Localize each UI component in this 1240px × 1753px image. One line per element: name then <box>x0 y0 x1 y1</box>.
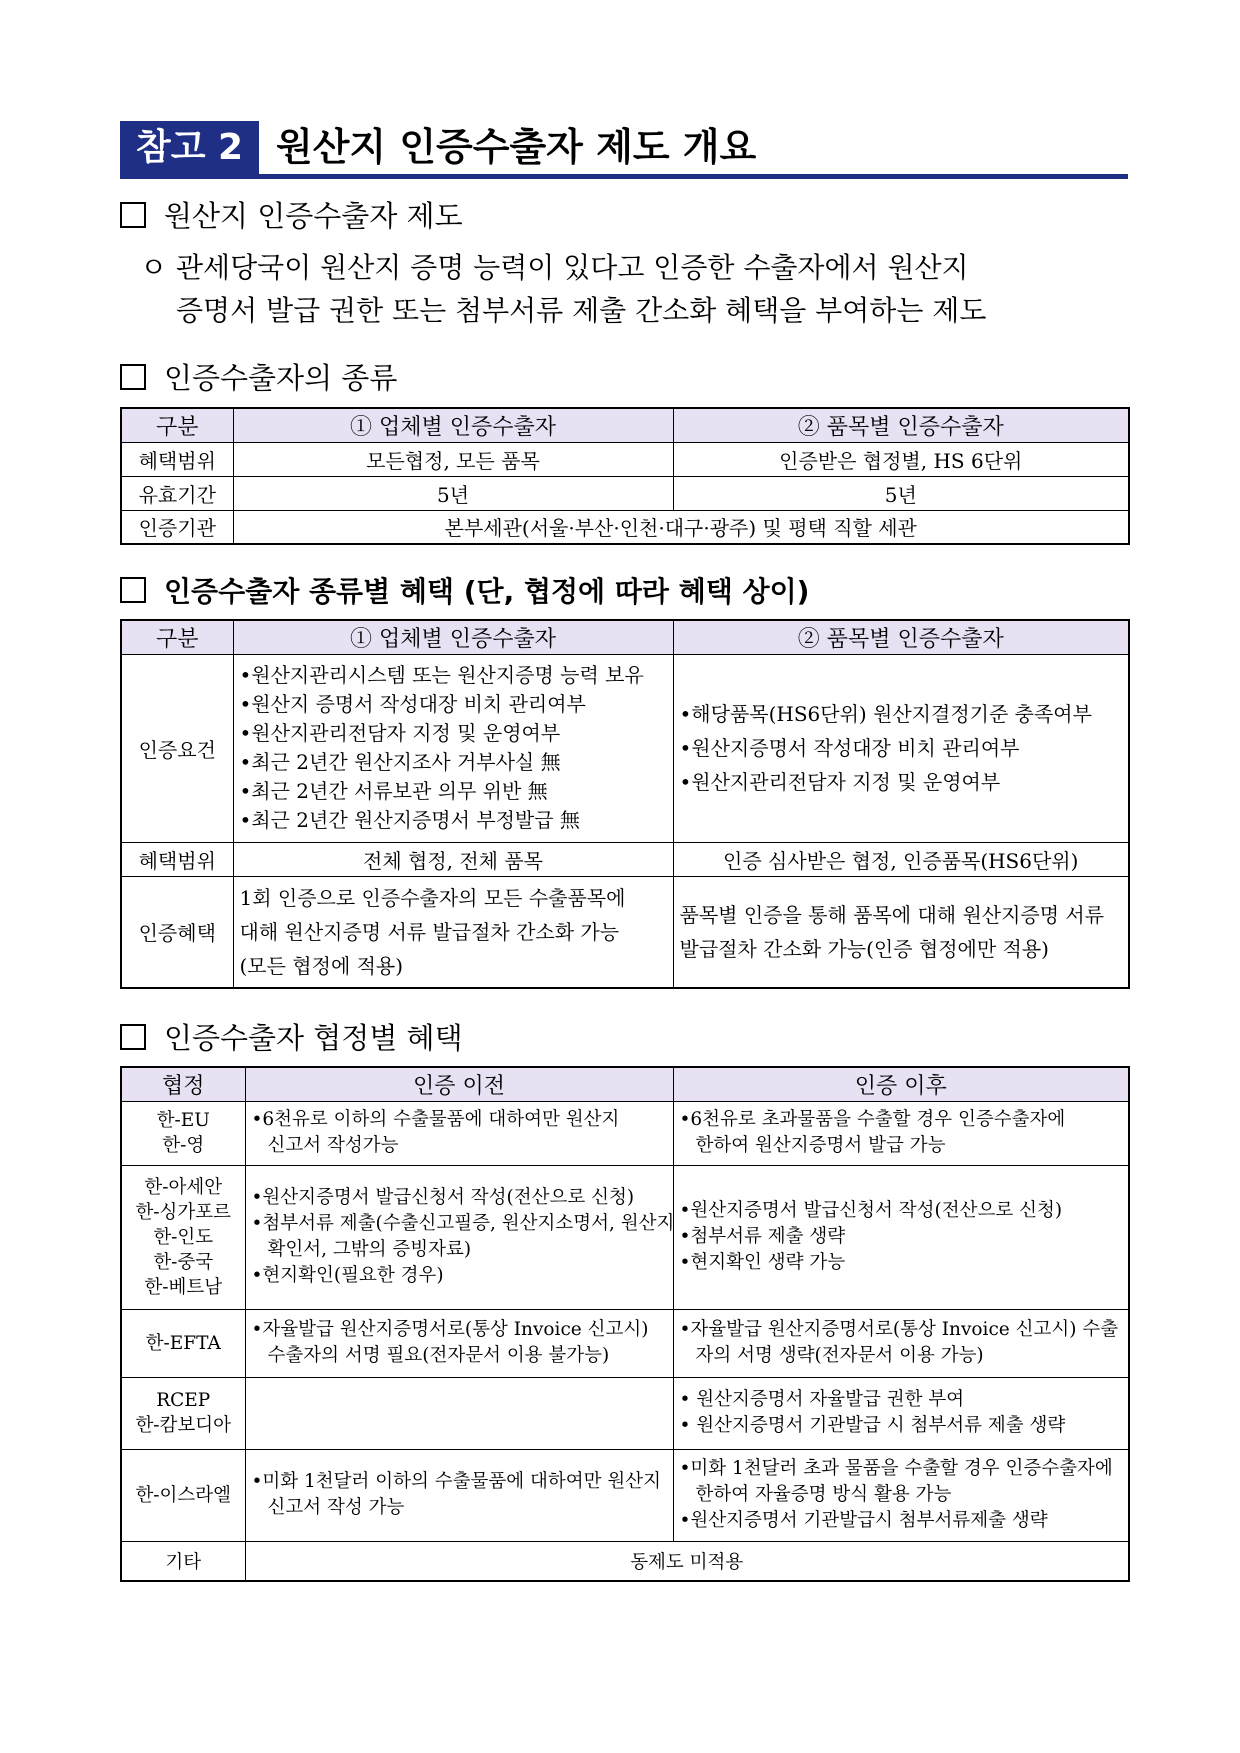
table-cell-merged: 본부세관(서울·부산·인천·대구·광주) 및 평택 직할 세관 <box>233 510 1129 544</box>
cell-before <box>245 1165 673 1309</box>
list-item: •원산지관리시스템 또는 원산지증명 능력 보유 <box>239 663 644 687</box>
row-label: 혜택범위 <box>121 442 233 476</box>
cell-line: 신고서 작성 가능 <box>267 1497 405 1518</box>
cell-line: 대해 원산지증명 서류 발급절차 간소화 가능 <box>239 919 620 944</box>
table-header: 구분 <box>121 408 233 442</box>
agreement-name: 한-싱가포르 <box>135 1201 232 1223</box>
agreement-label <box>121 1449 245 1541</box>
row-label: 인증요건 <box>121 654 233 842</box>
title-tag: 참고 2 <box>120 121 259 174</box>
table-header: ① 업체별 인증수출자 <box>233 620 673 654</box>
agreement-name: 한-캄보디아 <box>135 1415 232 1436</box>
cell-line: •첨부서류 제출(수출신고필증, 원산지소명서, 원산지 <box>251 1213 675 1234</box>
row-label: 혜택범위 <box>121 842 233 876</box>
cell-line: • 원산지증명서 자율발급 권한 부여 <box>679 1389 965 1410</box>
agreement-label <box>121 1309 245 1377</box>
row-label: 인증혜택 <box>121 876 233 988</box>
table-header: 인증 이전 <box>245 1067 673 1101</box>
checkbox-square-icon <box>120 202 146 228</box>
cell-line: •현지확인(필요한 경우) <box>251 1265 444 1286</box>
table-cell-merged: 동제도 미적용 <box>245 1541 1129 1581</box>
agreement-label <box>121 1165 245 1309</box>
table-header: 구분 <box>121 620 233 654</box>
cell-line: •6천유로 초과물품을 수출할 경우 인증수출자에 <box>679 1109 1066 1130</box>
list-item: •원산지증명서 작성대장 비치 관리여부 <box>679 736 1020 760</box>
cell-line: •자율발급 원산지증명서로(통상 Invoice 신고시) <box>251 1319 649 1340</box>
list-item: •최근 2년간 서류보관 의무 위반 無 <box>239 779 548 803</box>
cell-after <box>673 1309 1129 1377</box>
benefits-by-type-table <box>120 619 1130 989</box>
cell-line: •원산지증명서 발급신청서 작성(전산으로 신청) <box>679 1200 1063 1221</box>
cell-line: •자율발급 원산지증명서로(통상 Invoice 신고시) 수출 <box>679 1319 1119 1340</box>
table-header: 협정 <box>121 1067 245 1101</box>
section-heading-text: 원산지 인증수출자 제도 <box>164 199 463 233</box>
cell-line: •첨부서류 제출 생략 <box>679 1226 846 1247</box>
table-row <box>121 842 1129 876</box>
cell-before <box>245 1101 673 1165</box>
cell-line: 자의 서명 생략(전자문서 이용 가능) <box>695 1345 984 1366</box>
cell-after <box>673 1165 1129 1309</box>
agreement-name: 한-EFTA <box>145 1332 221 1354</box>
row-label: 유효기간 <box>121 476 233 510</box>
section1-paragraph <box>140 246 1130 332</box>
table-cell: 5년 <box>673 476 1129 510</box>
cell-before <box>245 1377 673 1449</box>
agreement-name: 한-인도 <box>153 1226 214 1248</box>
table-row <box>121 1377 1129 1449</box>
section-heading-3 <box>120 574 809 610</box>
bullet-mark: ㅇ <box>140 251 168 284</box>
cell-line: 신고서 작성가능 <box>267 1135 399 1156</box>
exporter-types-table <box>120 407 1130 545</box>
table-header: ② 품목별 인증수출자 <box>673 408 1129 442</box>
agreement-name: RCEP <box>156 1390 211 1411</box>
cell-line: 1회 인증으로 인증수출자의 모든 수출품목에 <box>239 885 626 910</box>
section-heading-text: 인증수출자 협정별 혜택 <box>164 1021 463 1055</box>
cell-line: 발급절차 간소화 가능(인증 협정에만 적용) <box>679 936 1049 961</box>
cell-after <box>673 1449 1129 1541</box>
agreement-name: 한-이스라엘 <box>135 1484 232 1506</box>
table-row <box>121 442 1129 476</box>
cell-before <box>245 1309 673 1377</box>
page-title: 원산지 인증수출자 제도 개요 <box>276 125 757 169</box>
cell-line: 확인서, 그밖의 증빙자료) <box>267 1239 472 1260</box>
agreement-name: 한-베트남 <box>144 1276 223 1298</box>
agreement-name: 한-영 <box>162 1135 205 1156</box>
table-cell: 인증 심사받은 협정, 인증품목(HS6단위) <box>673 842 1129 876</box>
cell-line: 품목별 인증을 통해 품목에 대해 원산지증명 서류 <box>679 902 1105 927</box>
table-row <box>121 654 1129 842</box>
para-line-2: 증명서 발급 권한 또는 첨부서류 제출 간소화 혜택을 부여하는 제도 <box>176 294 987 327</box>
section-heading-1 <box>120 198 463 234</box>
cell-line: •원산지증명서 기관발급시 첨부서류제출 생략 <box>679 1510 1048 1531</box>
cell-line: 한하여 원산지증명서 발급 가능 <box>695 1135 946 1156</box>
list-item: •원산지관리전담자 지정 및 운영여부 <box>679 770 1001 794</box>
table-cell: 5년 <box>233 476 673 510</box>
agreement-label <box>121 1377 245 1449</box>
agreement-name: 한-아세안 <box>144 1176 223 1198</box>
table-row <box>121 1541 1129 1581</box>
table-cell: 전체 협정, 전체 품목 <box>233 842 673 876</box>
table-cell: 인증받은 협정별, HS 6단위 <box>673 442 1129 476</box>
checkbox-square-icon <box>120 1024 146 1050</box>
section-heading-2 <box>120 360 397 396</box>
table-cell <box>233 876 673 988</box>
table-cell: 모든협정, 모든 품목 <box>233 442 673 476</box>
table-cell <box>233 654 673 842</box>
title-rule <box>120 174 1128 179</box>
table-cell <box>673 654 1129 842</box>
benefits-by-agreement-table <box>120 1066 1130 1582</box>
checkbox-square-icon <box>120 577 146 603</box>
title-bar <box>120 121 1128 180</box>
list-item: •원산지 증명서 작성대장 비치 관리여부 <box>239 692 586 716</box>
section-heading-4 <box>120 1020 463 1056</box>
cell-after <box>673 1377 1129 1449</box>
table-row <box>121 1101 1129 1165</box>
table-header: ② 품목별 인증수출자 <box>673 620 1129 654</box>
list-item: •원산지관리전담자 지정 및 운영여부 <box>239 721 561 745</box>
table-cell <box>673 876 1129 988</box>
cell-line: •현지확인 생략 가능 <box>679 1252 846 1273</box>
cell-before <box>245 1449 673 1541</box>
row-label: 인증기관 <box>121 510 233 544</box>
cell-line: •미화 1천달러 초과 물품을 수출할 경우 인증수출자에 <box>679 1458 1113 1479</box>
section-heading-text: 인증수출자의 종류 <box>164 361 398 395</box>
cell-line: •6천유로 이하의 수출물품에 대하여만 원산지 <box>251 1109 620 1130</box>
agreement-name: 한-중국 <box>153 1251 214 1273</box>
cell-line: 한하여 자율증명 방식 활용 가능 <box>695 1484 952 1505</box>
cell-line: 수출자의 서명 필요(전자문서 이용 불가능) <box>267 1345 610 1366</box>
table-header: ① 업체별 인증수출자 <box>233 408 673 442</box>
list-item: •최근 2년간 원산지증명서 부정발급 無 <box>239 808 580 832</box>
table-header: 인증 이후 <box>673 1067 1129 1101</box>
list-item: •최근 2년간 원산지조사 거부사실 無 <box>239 750 561 774</box>
row-label: 기타 <box>121 1541 245 1581</box>
table-row <box>121 876 1129 988</box>
agreement-label <box>121 1101 245 1165</box>
para-line-1: 관세당국이 원산지 증명 능력이 있다고 인증한 수출자에서 원산지 <box>176 251 969 284</box>
agreement-name: 한-EU <box>156 1110 210 1131</box>
cell-line: •미화 1천달러 이하의 수출물품에 대하여만 원산지 <box>251 1471 662 1492</box>
table-row <box>121 1449 1129 1541</box>
list-item: •해당품목(HS6단위) 원산지결정기준 충족여부 <box>679 702 1092 726</box>
cell-line: •원산지증명서 발급신청서 작성(전산으로 신청) <box>251 1187 635 1208</box>
cell-after <box>673 1101 1129 1165</box>
checkbox-square-icon <box>120 364 146 390</box>
table-row <box>121 510 1129 544</box>
cell-line: • 원산지증명서 기관발급 시 첨부서류 제출 생략 <box>679 1415 1066 1436</box>
section-heading-text: 인증수출자 종류별 혜택 (단, 협정에 따라 혜택 상이) <box>164 575 810 608</box>
table-row <box>121 476 1129 510</box>
table-row <box>121 1309 1129 1377</box>
cell-line: (모든 협정에 적용) <box>239 953 404 978</box>
table-row <box>121 1165 1129 1309</box>
